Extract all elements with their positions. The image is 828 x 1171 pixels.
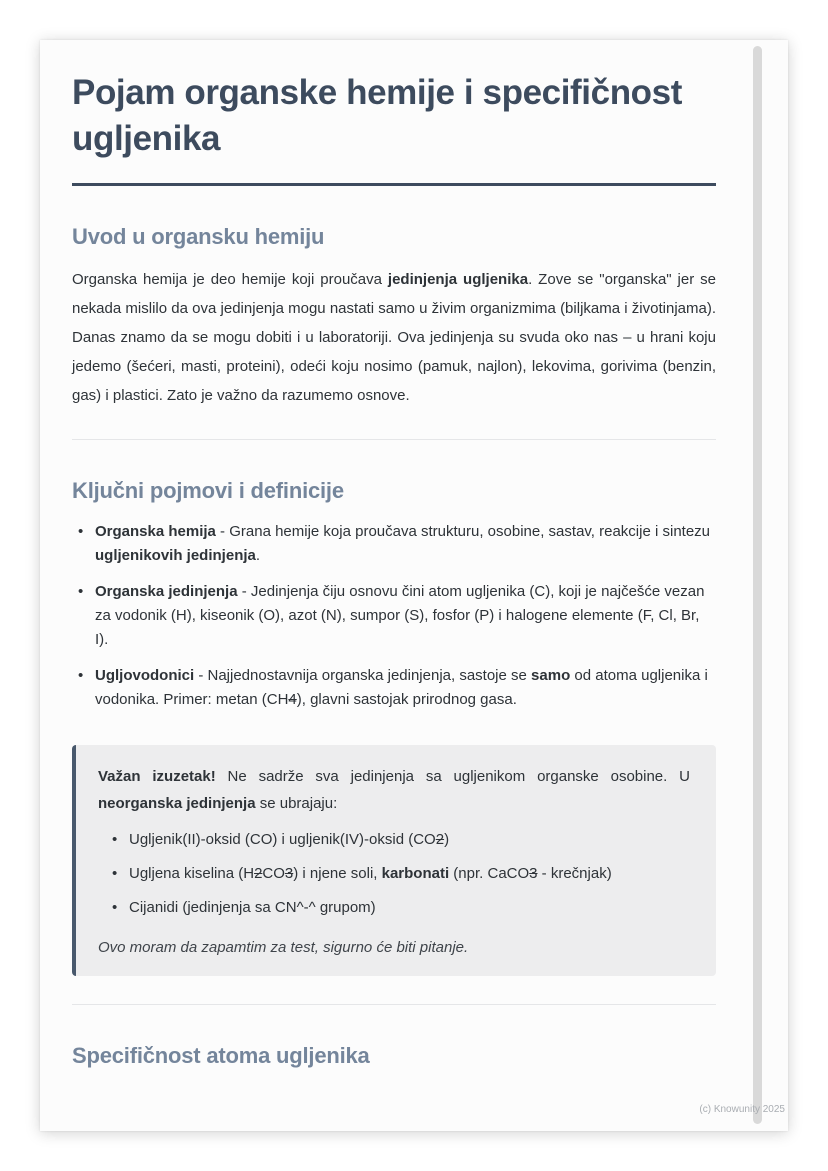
exception-item-oksidi: • Ugljenik(II)-oksid (CO) i ugljenik(IV)-oksid (CO2) [106,827,690,852]
scrollbar[interactable] [753,46,762,1124]
section-divider [72,1004,716,1005]
callout-intro: Važan izuzetak! Ne sadrže sva jedinjenja sa ugljenikom organske osobine. U neorganska jedinjenja se ubrajaju: [98,767,690,812]
terms-list [72,520,716,713]
title-rule [72,183,716,186]
callout-note: Ovo moram da zapamtim za test, sigurno će biti pitanje. [98,939,469,957]
section-divider [72,439,716,440]
exception-item-karbonati: • Ugljena kiselina (H2CO3) i njene soli, karbonati (npr. CaCO3 - krečnjak) [106,861,690,886]
term-item-organska-hemija: • Organska hemija - Grana hemije koja proučava strukturu, osobine, sastav, reakcije i sintezu ugljenikovih jedinjenja. [72,520,716,569]
callout-list [98,827,690,921]
term-item-ugljovodonici: • Ugljovodonici - Najjednostavnija organska jedinjenja, sastoje se samo od atoma ugljenika i vodonika. Primer: metan (CH4), glavni sastojak prirodnog gasa. [72,664,716,713]
section-heading-pojmovi: Ključni pojmovi i definicije [72,477,344,503]
copyright-footer: (c) Knowunity 2025 [699,1104,785,1115]
document-title: Pojam organske hemije i specifičnost ugljenika [72,73,682,158]
section-heading-specificnost: Specifičnost atoma ugljenika [72,1043,370,1069]
exception-item-cijanidi: • Cijanidi (jedinjenja sa CN^-^ grupom) [106,895,690,920]
intro-paragraph: Organska hemija je deo hemije koji proučava jedinjenja ugljenika. Zove se "organska" jer se nekada mislilo da ova jedinjenja mogu nastati samo u živim organizmima (biljkama i životinjama). Danas znamo da se mogu dobiti i u laboratoriji. Ova jedinjenja su svuda oko nas – u hrani koju jedemo (šećeri, masti, proteini), odeći koju nosimo (pamuk, najlon), lekovima, gorivima (benzin, gas) i plastici. Zato je važno da razumemo osnove. [72,271,717,404]
section-heading-uvod: Uvod u organsku hemiju [72,224,325,249]
callout-vazan-izuzetak [72,745,716,977]
document-card [40,40,788,1131]
term-item-organska-jedinjenja: • Organska jedinjenja - Jedinjenja čiju osnovu čini atom ugljenika (C), koji je najčešće vezan za vodonik (H), kiseonik (O), azot (N), sumpor (S), fosfor (P) i halogene elemente (F, Cl, Br, I). [72,580,716,653]
